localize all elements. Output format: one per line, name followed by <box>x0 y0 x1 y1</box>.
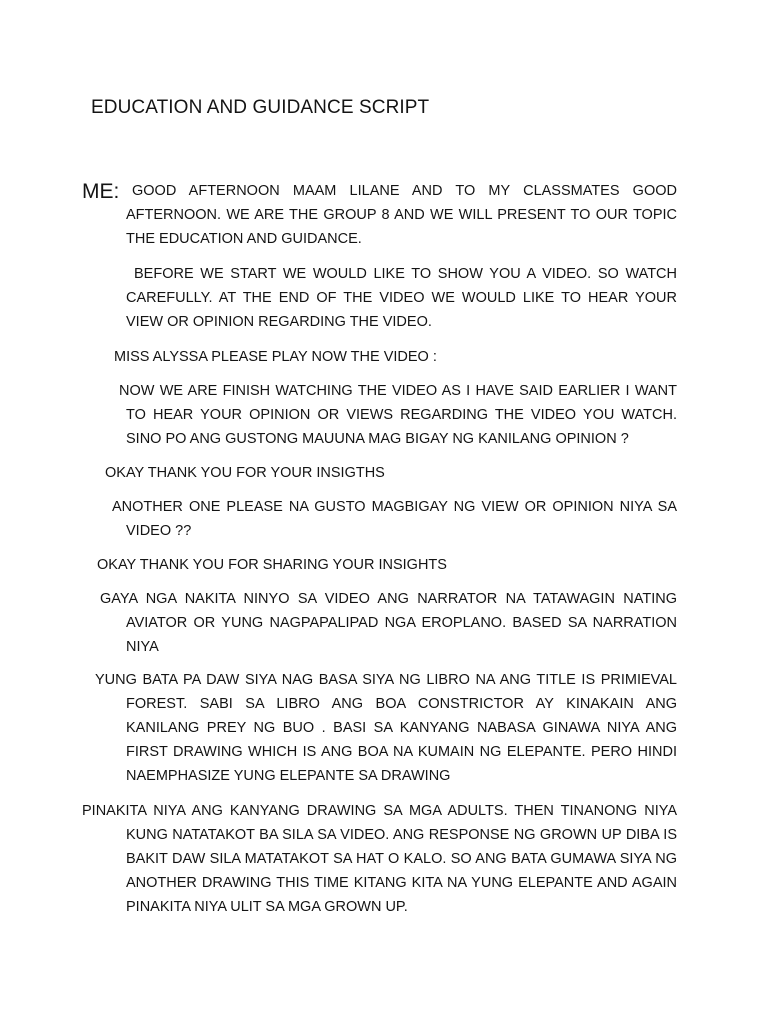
script-paragraph: GAYA NGA NAKITA NINYO SA VIDEO ANG NARRATOR NA TATAWAGIN NATING AVIATOR OR YUNG NAGPAPALIPAD NGA EROPLANO. BASED SA NARRATION NIYA <box>100 591 677 655</box>
speaker-label: ME: <box>82 180 120 203</box>
script-paragraph: PINAKITA NIYA ANG KANYANG DRAWING SA MGA ADULTS. THEN TINANONG NIYA KUNG NATATAKOT BA SILA SA VIDEO. ANG RESPONSE NG GROWN UP DIBA IS BAKIT DAW SILA MATATAKOT SA HAT O KALO. SO ANG BATA GUMAWA SIYA NG ANOTHER DRAWING THIS TIME KITANG KITA NA YUNG ELEPANTE AND AGAIN PINAKITA NIYA ULIT SA MGA GROWN UP. <box>82 803 677 915</box>
script-paragraph: NOW WE ARE FINISH WATCHING THE VIDEO AS I HAVE SAID EARLIER I WANT TO HEAR YOUR OPINION OR VIEWS REGARDING THE VIDEO YOU WATCH. SINO PO ANG GUSTONG MAUUNA MAG BIGAY NG KANILANG OPINION ? <box>119 383 677 447</box>
script-paragraph: YUNG BATA PA DAW SIYA NAG BASA SIYA NG LIBRO NA ANG TITLE IS PRIMIEVAL FOREST. SABI SA LIBRO ANG BOA CONSTRICTOR AY KINAKAIN ANG KANILANG PREY NG BUO . BASI SA KANYANG NABASA GINAWA NIYA ANG FIRST DRAWING WHICH IS ANG BOA NA KUMAIN NG ELEPANTE. PERO HINDI NAEMPHASIZE YUNG ELEPANTE SA DRAWING <box>95 672 677 784</box>
script-paragraph: OKAY THANK YOU FOR YOUR INSIGTHS <box>105 465 385 481</box>
script-paragraph: BEFORE WE START WE WOULD LIKE TO SHOW YOU A VIDEO. SO WATCH CAREFULLY. AT THE END OF THE VIDEO WE WOULD LIKE TO HEAR YOUR VIEW OR OPINION REGARDING THE VIDEO. <box>126 266 677 330</box>
script-paragraph: MISS ALYSSA PLEASE PLAY NOW THE VIDEO : <box>114 349 437 365</box>
script-paragraph: GOOD AFTERNOON MAAM LILANE AND TO MY CLASSMATES GOOD AFTERNOON. WE ARE THE GROUP 8 AND WE WILL PRESENT TO OUR TOPIC THE EDUCATION AND GUIDANCE. <box>126 183 677 247</box>
script-paragraph: OKAY THANK YOU FOR SHARING YOUR INSIGHTS <box>97 557 447 573</box>
document-title: EDUCATION AND GUIDANCE SCRIPT <box>91 97 430 118</box>
script-paragraph: ANOTHER ONE PLEASE NA GUSTO MAGBIGAY NG VIEW OR OPINION NIYA SA VIDEO ?? <box>112 499 677 539</box>
